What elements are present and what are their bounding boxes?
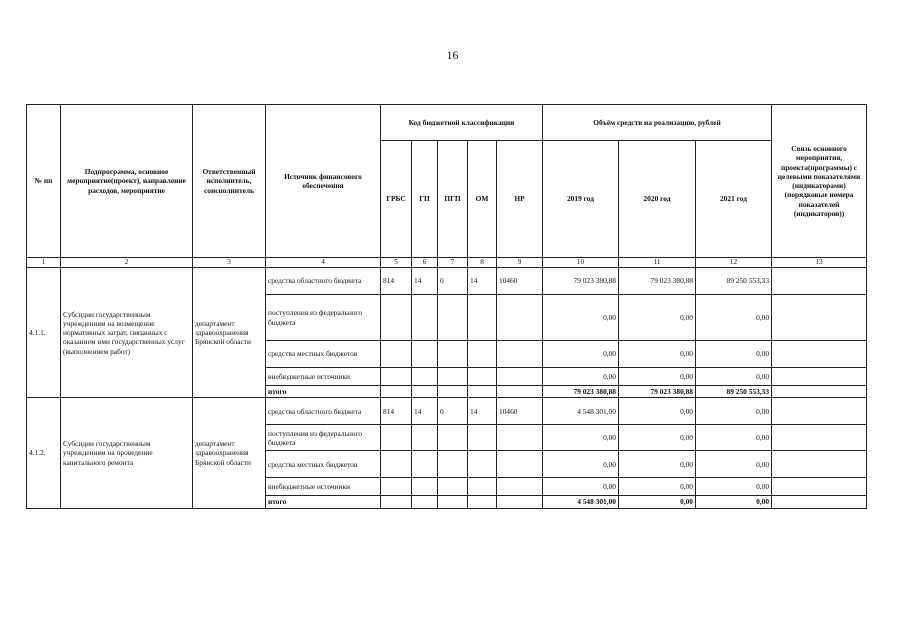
program-name: Субсидии государственным учреждениям на возмещение нормативных затрат, связанных с оказанием ими государственных услуг (выполнением работ): [61, 268, 193, 398]
code-gp: [412, 295, 438, 341]
page-number: 16: [446, 48, 459, 62]
column-number: 13: [772, 258, 867, 268]
code-nr: [497, 451, 543, 478]
code-grbs: 814: [381, 398, 412, 425]
total-2020: 0,00: [619, 496, 696, 508]
code-pgp: [438, 295, 468, 341]
code-pgp: [438, 478, 468, 496]
amount-2020: 0,00: [619, 425, 696, 451]
column-number: 6: [412, 258, 438, 268]
header-responsible: Ответственный исполнитель, соисполнитель: [193, 105, 266, 258]
code-nr: [497, 425, 543, 451]
total-2020: 79 023 380,88: [619, 386, 696, 398]
code-gp: 14: [412, 398, 438, 425]
column-number: 7: [438, 258, 468, 268]
header-code: ПГП: [438, 141, 468, 258]
amount-2020: 0,00: [619, 368, 696, 386]
code-nr: 10460: [497, 398, 543, 425]
funding-source: средства местных бюджетов: [266, 451, 381, 478]
total-2019: 4 548 301,00: [543, 496, 619, 508]
header-code: ГП: [412, 141, 438, 258]
amount-2021: 0,00: [696, 398, 772, 425]
header-program: Подпрограмма, основное мероприятие(проект), направление расходов, мероприятие: [61, 105, 193, 258]
code-gp: 14: [412, 268, 438, 295]
total-2019: 79 023 380,88: [543, 386, 619, 398]
code-grbs: [381, 478, 412, 496]
code-gp: [412, 478, 438, 496]
amount-2020: 0,00: [619, 398, 696, 425]
funding-source: внебюджетные источники: [266, 478, 381, 496]
amount-2019: 0,00: [543, 451, 619, 478]
responsible-executor: департамент здравоохранения Брянской области: [193, 268, 266, 398]
code-grbs: 814: [381, 268, 412, 295]
amount-2021: 0,00: [696, 425, 772, 451]
code-grbs: [381, 295, 412, 341]
code-grbs: [381, 451, 412, 478]
column-number: 10: [543, 258, 619, 268]
header-year: 2019 год: [543, 141, 619, 258]
total-2021: 0,00: [696, 496, 772, 508]
indicator-link: [772, 341, 867, 368]
funding-source: внебюджетные источники: [266, 368, 381, 386]
code-pgp: [438, 341, 468, 368]
code-nr: [497, 341, 543, 368]
code-grbs: [381, 425, 412, 451]
code-pgp: [438, 451, 468, 478]
indicator-link: [772, 368, 867, 386]
amount-2020: 0,00: [619, 341, 696, 368]
indicator-link: [772, 451, 867, 478]
table-row: [27, 398, 867, 425]
funding-source: поступления из федерального бюджета: [266, 425, 381, 451]
amount-2019: 0,00: [543, 295, 619, 341]
code-pgp: 0: [438, 398, 468, 425]
column-number: 1: [27, 258, 61, 268]
column-number: 12: [696, 258, 772, 268]
total-label: итого: [266, 496, 381, 508]
amount-2020: 0,00: [619, 295, 696, 341]
code-pgp: 0: [438, 268, 468, 295]
table-row: [27, 268, 867, 295]
program-name: Субсидии государственным учреждениям на проведение капитального ремонта: [61, 398, 193, 508]
amount-2021: 0,00: [696, 295, 772, 341]
indicator-link: [772, 478, 867, 496]
header-year: 2021 год: [696, 141, 772, 258]
code-pgp: [438, 425, 468, 451]
amount-2021: 0,00: [696, 368, 772, 386]
header-code: НР: [497, 141, 543, 258]
code-grbs: [381, 341, 412, 368]
header-code: ОМ: [468, 141, 497, 258]
code-nr: [497, 295, 543, 341]
row-number: 4.1.2.: [27, 398, 61, 508]
column-number: 2: [61, 258, 193, 268]
header-link: Связь основного мероприятия, проекта(программы) с целевыми показателями (индикаторами) (порядковые номера показателей (индикаторов)): [772, 105, 867, 258]
block-4-1-2: [27, 398, 867, 508]
header-funding: Объём средств на реализацию, рублей: [543, 105, 772, 141]
amount-2019: 0,00: [543, 478, 619, 496]
code-grbs: [381, 368, 412, 386]
amount-2019: 79 023 380,88: [543, 268, 619, 295]
column-number: 5: [381, 258, 412, 268]
budget-table: [26, 104, 867, 509]
responsible-executor: департамент здравоохранения Брянской области: [193, 398, 266, 508]
amount-2020: 0,00: [619, 478, 696, 496]
code-gp: [412, 341, 438, 368]
indicator-link: [772, 425, 867, 451]
amount-2019: 0,00: [543, 425, 619, 451]
block-4-1-1: [27, 268, 867, 398]
column-number: 4: [266, 258, 381, 268]
funding-source: средства областного бюджета: [266, 268, 381, 295]
code-gp: [412, 368, 438, 386]
code-om: [468, 425, 497, 451]
code-pgp: [438, 368, 468, 386]
header-num: № пп: [27, 105, 61, 258]
column-number-row: [27, 258, 867, 268]
indicator-link: [772, 295, 867, 341]
column-number: 11: [619, 258, 696, 268]
code-gp: [412, 425, 438, 451]
amount-2020: 79 023 380,88: [619, 268, 696, 295]
amount-2021: 0,00: [696, 478, 772, 496]
indicator-link: [772, 268, 867, 295]
code-om: [468, 478, 497, 496]
total-label: итого: [266, 386, 381, 398]
code-gp: [412, 451, 438, 478]
code-om: [468, 368, 497, 386]
funding-source: средства местных бюджетов: [266, 341, 381, 368]
code-om: [468, 295, 497, 341]
amount-2019: 0,00: [543, 368, 619, 386]
header-year: 2020 год: [619, 141, 696, 258]
code-om: 14: [468, 268, 497, 295]
total-2021: 89 250 553,33: [696, 386, 772, 398]
funding-source: средства областного бюджета: [266, 398, 381, 425]
code-nr: [497, 478, 543, 496]
column-number: 8: [468, 258, 497, 268]
amount-2021: 0,00: [696, 451, 772, 478]
code-om: [468, 451, 497, 478]
column-number: 3: [193, 258, 266, 268]
header-budget-codes: Код бюджетной классификации: [381, 105, 543, 141]
header-code: ГРБС: [381, 141, 412, 258]
amount-2020: 0,00: [619, 451, 696, 478]
amount-2021: 0,00: [696, 341, 772, 368]
code-om: 14: [468, 398, 497, 425]
column-number: 9: [497, 258, 543, 268]
code-nr: [497, 368, 543, 386]
amount-2019: 0,00: [543, 341, 619, 368]
indicator-link: [772, 398, 867, 425]
funding-source: поступления из федерального бюджета: [266, 295, 381, 341]
code-om: [468, 341, 497, 368]
amount-2021: 89 250 553,33: [696, 268, 772, 295]
code-nr: 10460: [497, 268, 543, 295]
row-number: 4.1.1.: [27, 268, 61, 398]
header-source: Источник финансового обеспечения: [266, 105, 381, 258]
amount-2019: 4 548 301,00: [543, 398, 619, 425]
